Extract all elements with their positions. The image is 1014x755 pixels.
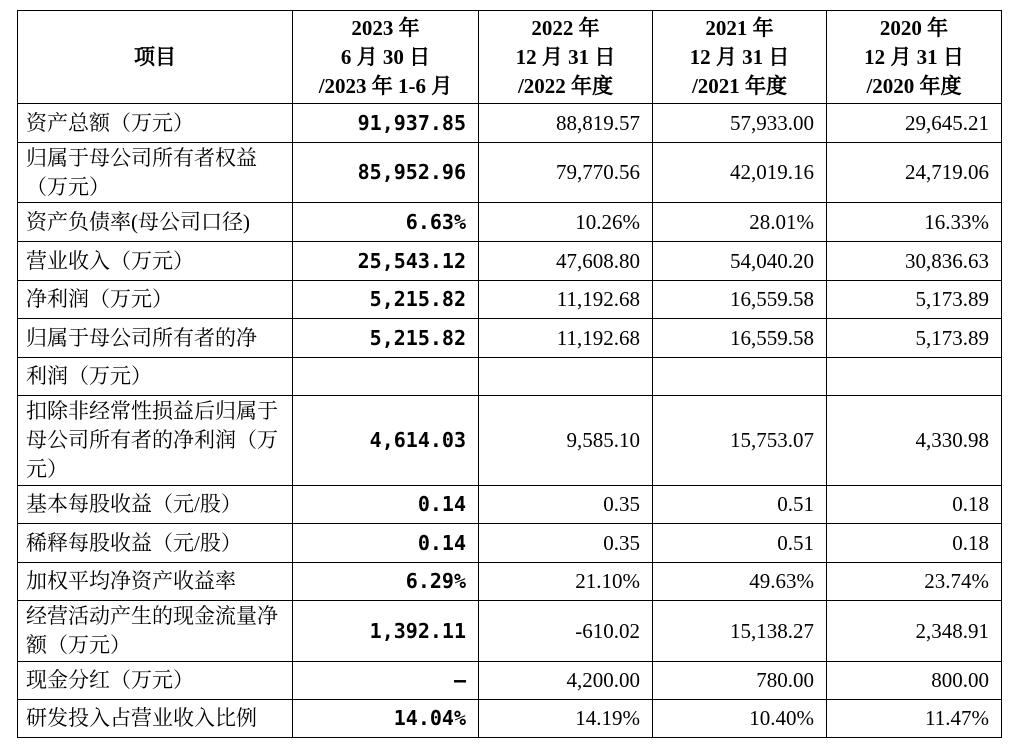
cell-2023h1: 5,215.82 [293,281,479,319]
header-line: 6 月 30 日 [340,44,431,69]
cell-2021: 54,040.20 [653,242,827,281]
header-item: 项目 [18,11,293,104]
cell-2021: 16,559.58 [653,281,827,319]
cell-2023h1: 1,392.11 [293,601,479,662]
cell-2020: 29,645.21 [827,104,1002,143]
cell-2020: 0.18 [827,524,1002,563]
cell-2022: 10.26% [479,203,653,242]
cell-2021: 0.51 [653,486,827,524]
cell-2022: 47,608.80 [479,242,653,281]
cell-2021: 16,559.58 [653,319,827,358]
header-line: 2021 年 [705,15,774,40]
cell-2020: 24,719.06 [827,143,1002,203]
cell-2022: 0.35 [479,524,653,563]
cell-2021 [653,358,827,396]
table-row [18,601,1002,662]
table-row [18,203,1002,242]
table-row [18,319,1002,358]
table-row [18,662,1002,700]
cell-2023h1: 14.04% [293,700,479,738]
cell-2020: 800.00 [827,662,1002,700]
financial-data-table [17,10,1002,738]
cell-2021: 0.51 [653,524,827,563]
cell-2020: 2,348.91 [827,601,1002,662]
table-row [18,104,1002,143]
header-col-2020 [827,11,1002,104]
row-label: 加权平均净资产收益率 [18,563,293,601]
row-label: 稀释每股收益（元/股） [18,524,293,563]
cell-2020: 23.74% [827,563,1002,601]
cell-2022: 11,192.68 [479,319,653,358]
table-row [18,242,1002,281]
cell-2022: 79,770.56 [479,143,653,203]
cell-2020: 0.18 [827,486,1002,524]
table-row [18,486,1002,524]
cell-2023h1: – [293,662,479,700]
row-label: 归属于母公司所有者权益（万元） [18,143,293,203]
header-line: /2023 年 1-6 月 [318,73,453,98]
cell-2023h1: 0.14 [293,524,479,563]
cell-2022 [479,358,653,396]
table-row [18,524,1002,563]
cell-2020: 4,330.98 [827,396,1002,486]
header-line: 12 月 31 日 [864,44,964,69]
cell-2021: 10.40% [653,700,827,738]
row-label: 归属于母公司所有者的净 [18,319,293,358]
cell-2021: 49.63% [653,563,827,601]
cell-2021: 15,138.27 [653,601,827,662]
cell-2023h1: 25,543.12 [293,242,479,281]
cell-2020 [827,358,1002,396]
header-line: 2020 年 [879,15,949,40]
cell-2022: 9,585.10 [479,396,653,486]
cell-2020: 11.47% [827,700,1002,738]
cell-2022: 4,200.00 [479,662,653,700]
row-label: 营业收入（万元） [18,242,293,281]
table-row [18,563,1002,601]
cell-2021: 57,933.00 [653,104,827,143]
header-line: 12 月 31 日 [515,44,616,69]
cell-2021: 42,019.16 [653,143,827,203]
header-line: 2023 年 [351,15,420,40]
row-label: 利润（万元） [18,358,293,396]
row-label: 资产负债率(母公司口径) [18,203,293,242]
cell-2023h1: 0.14 [293,486,479,524]
row-label: 基本每股收益（元/股） [18,486,293,524]
cell-2022: 88,819.57 [479,104,653,143]
cell-2021: 28.01% [653,203,827,242]
table-row [18,700,1002,738]
table-row [18,143,1002,203]
header-line: /2020 年度 [866,73,962,98]
cell-2022: 14.19% [479,700,653,738]
cell-2021: 780.00 [653,662,827,700]
table-row [18,281,1002,319]
cell-2022: 0.35 [479,486,653,524]
cell-2023h1: 91,937.85 [293,104,479,143]
header-line: /2021 年度 [691,73,788,98]
row-label: 扣除非经常性损益后归属于母公司所有者的净利润（万元） [18,396,293,486]
cell-2023h1: 85,952.96 [293,143,479,203]
header-line: 2022 年 [531,15,600,40]
header-col-2021 [653,11,827,104]
cell-2020: 16.33% [827,203,1002,242]
cell-2021: 15,753.07 [653,396,827,486]
cell-2020: 5,173.89 [827,281,1002,319]
row-label: 资产总额（万元） [18,104,293,143]
cell-2020: 5,173.89 [827,319,1002,358]
row-label: 经营活动产生的现金流量净额（万元） [18,601,293,662]
cell-2022: -610.02 [479,601,653,662]
header-col-2023h1 [293,11,479,104]
header-line: /2022 年度 [517,73,614,98]
row-label: 净利润（万元） [18,281,293,319]
cell-2022: 11,192.68 [479,281,653,319]
table-row [18,358,1002,396]
header-line: 12 月 31 日 [689,44,790,69]
cell-2022: 21.10% [479,563,653,601]
cell-2023h1 [293,358,479,396]
cell-2023h1: 6.29% [293,563,479,601]
row-label: 研发投入占营业收入比例 [18,700,293,738]
header-col-2022 [479,11,653,104]
header-row [18,11,1002,104]
cell-2023h1: 6.63% [293,203,479,242]
cell-2020: 30,836.63 [827,242,1002,281]
cell-2023h1: 5,215.82 [293,319,479,358]
row-label: 现金分红（万元） [18,662,293,700]
table-row [18,396,1002,486]
cell-2023h1: 4,614.03 [293,396,479,486]
